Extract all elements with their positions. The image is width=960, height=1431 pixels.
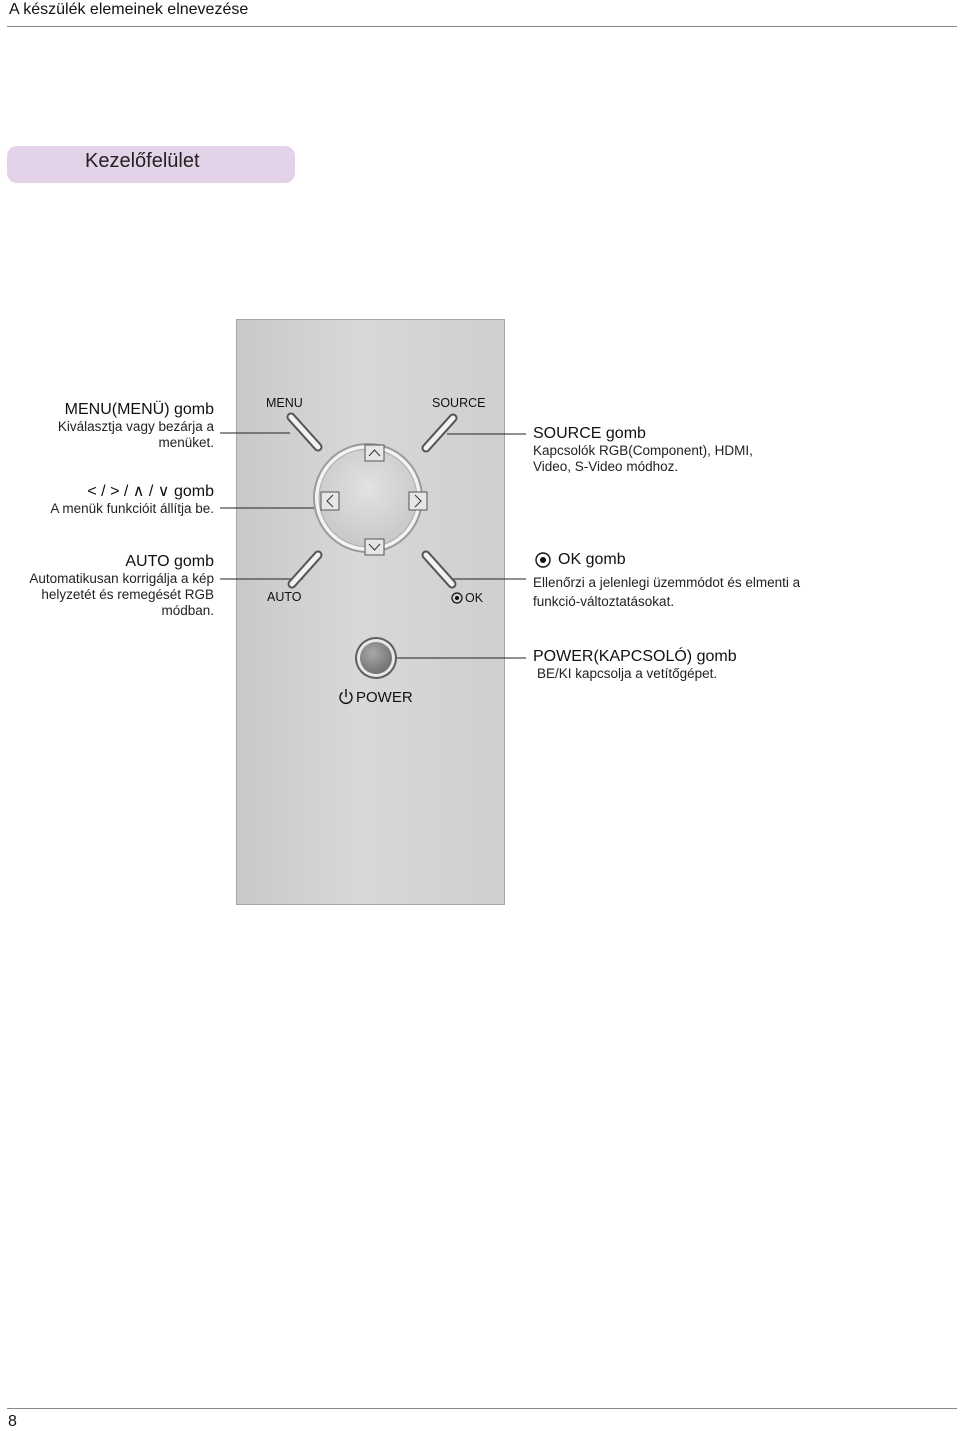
source-callout-desc-line1: Kapcsolók RGB(Component), HDMI,: [533, 443, 753, 458]
power-icon: [340, 689, 352, 703]
panel-label-power: POWER: [356, 689, 413, 706]
ok-callout-icon: [536, 553, 550, 567]
arrows-callout-desc: A menük funkcióit állítja be.: [50, 501, 214, 516]
arrow-symbols: < / > / ∧ / ∨: [87, 483, 170, 500]
page-number: 8: [8, 1413, 17, 1430]
menu-callout-desc-line2: menüket.: [158, 435, 214, 450]
panel-label-source: SOURCE: [432, 396, 486, 410]
left-arrow-icon: [321, 492, 339, 510]
auto-callout-desc-line2: helyzetét és remegését RGB: [41, 587, 214, 602]
source-button: [426, 418, 453, 448]
auto-callout: [0, 553, 214, 619]
ok-callout-desc: [533, 573, 863, 611]
ok-callout-title: [558, 551, 626, 569]
section-heading: Kezelőfelület: [85, 150, 200, 172]
ok-indicator-icon: [452, 593, 462, 603]
panel-label-auto: AUTO: [267, 590, 302, 604]
page-header-title: A készülék elemeinek elnevezése: [9, 1, 249, 18]
ok-button: [426, 555, 452, 584]
auto-callout-title: AUTO gomb: [125, 553, 214, 570]
up-arrow-icon: [365, 445, 384, 461]
menu-callout: [0, 401, 214, 451]
source-callout: [533, 425, 833, 475]
auto-callout-desc-line1: Automatikusan korrigálja a kép: [29, 571, 214, 586]
source-callout-title: SOURCE gomb: [533, 425, 646, 442]
arrows-callout-title: [0, 481, 214, 501]
source-callout-desc-line2: Video, S-Video módhoz.: [533, 459, 679, 474]
ok-callout-title-text: OK gomb: [558, 551, 626, 568]
power-callout: [533, 648, 853, 682]
ok-callout-desc-line1: Ellenőrzi a jelenlegi üzemmódot és elmenti a: [533, 575, 801, 590]
power-callout-desc: BE/KI kapcsolja a vetítőgépet.: [537, 666, 718, 681]
panel-label-menu: MENU: [266, 396, 303, 410]
menu-callout-title: MENU(MENÜ) gomb: [64, 401, 214, 418]
down-arrow-icon: [365, 539, 384, 555]
menu-callout-desc-line1: Kiválasztja vagy bezárja a: [57, 419, 214, 434]
panel-label-ok: OK: [465, 591, 484, 605]
right-arrow-icon: [409, 492, 427, 510]
arrows-callout-title-text: gomb: [173, 483, 214, 500]
power-callout-title: POWER(KAPCSOLÓ) gomb: [533, 648, 737, 665]
arrows-callout: [0, 481, 214, 517]
auto-callout-desc-line3: módban.: [161, 603, 214, 618]
auto-button: [292, 555, 318, 584]
footer-divider: [7, 1408, 957, 1409]
ok-callout-desc-line2: funkció-változtatásokat.: [533, 594, 675, 609]
menu-button: [291, 417, 318, 447]
power-button: [355, 637, 397, 679]
